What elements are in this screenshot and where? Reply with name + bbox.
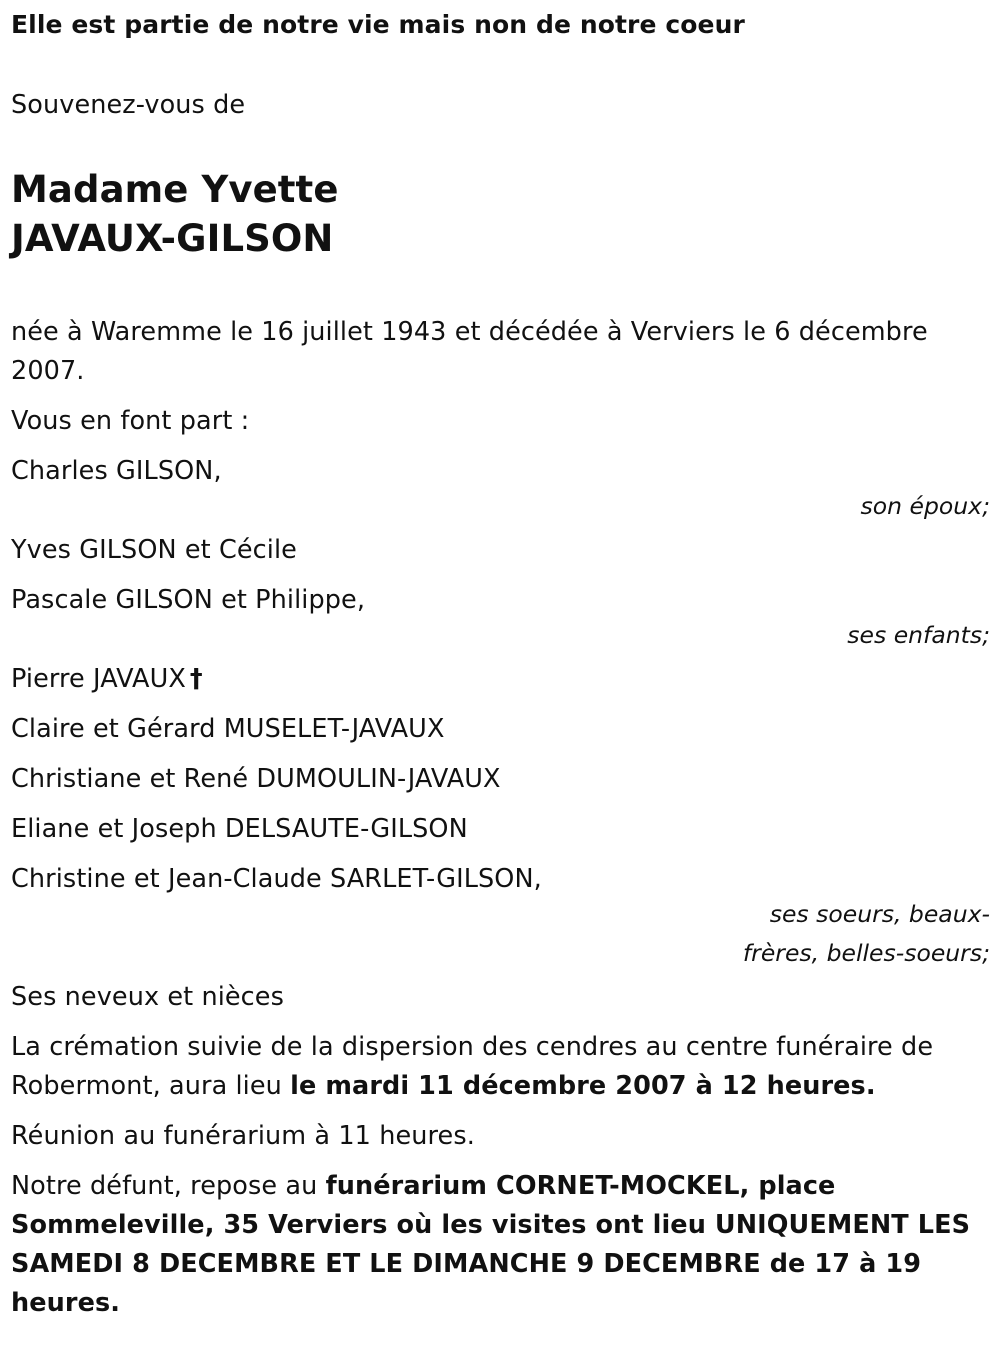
repose-details: funérarium CORNET-MOCKEL, place Sommeleville, 35 Verviers où les visites ont lieu UNIQUEMENT LES SAMEDI 8 DECEMBRE ET LE DIMANCHE 9 DECEMBRE de 17 à 19 heures.: [11, 1171, 971, 1318]
children-role: ses enfants;: [847, 621, 990, 649]
sibling-name-3: Eliane et Joseph DELSAUTE-GILSON: [11, 814, 468, 844]
cross-icon: †: [189, 664, 203, 694]
name-line-1: Madame Yvette: [11, 168, 339, 211]
siblings-role: ses soeurs, beaux-frères, belles-soeurs;: [742, 900, 990, 967]
sibling-name-1: Claire et Gérard MUSELET-JAVAUX: [11, 714, 445, 744]
child-name-1: Yves GILSON et Cécile: [11, 535, 297, 565]
child-name-2: Pascale GILSON et Philippe,: [11, 585, 366, 615]
meeting-text: Réunion au funérarium à 11 heures.: [11, 1121, 475, 1151]
spouse-name: Charles GILSON,: [11, 456, 222, 486]
intro-text: Souvenez-vous de: [11, 90, 246, 120]
announce-text: Vous en font part :: [11, 406, 250, 436]
birth-death-text: née à Waremme le 16 juillet 1943 et décédée à Verviers le 6 décembre 2007.: [11, 317, 928, 386]
cremation-text: [11, 1028, 990, 1106]
sibling-name-first: [11, 660, 990, 699]
cremation-date: le mardi 11 décembre 2007 à 12 heures.: [290, 1071, 876, 1101]
spouse-role: son époux;: [860, 492, 990, 520]
cremation-details: La crémation suivie de la dispersion des cendres au centre funéraire de Robermont, aura lieu: [11, 1032, 934, 1101]
sibling-name-pierre: Pierre JAVAUX: [11, 664, 186, 694]
repose-text: [11, 1167, 990, 1323]
name-line-2: JAVAUX-GILSON: [11, 217, 334, 260]
motto: Elle est partie de notre vie mais non de notre coeur: [11, 10, 745, 39]
repose-intro: Notre défunt, repose au: [11, 1171, 326, 1201]
sibling-name-2: Christiane et René DUMOULIN-JAVAUX: [11, 764, 501, 794]
nephews-text: Ses neveux et nièces: [11, 982, 284, 1012]
sibling-name-4: Christine et Jean-Claude SARLET-GILSON,: [11, 864, 542, 894]
deceased-name: [11, 165, 990, 263]
